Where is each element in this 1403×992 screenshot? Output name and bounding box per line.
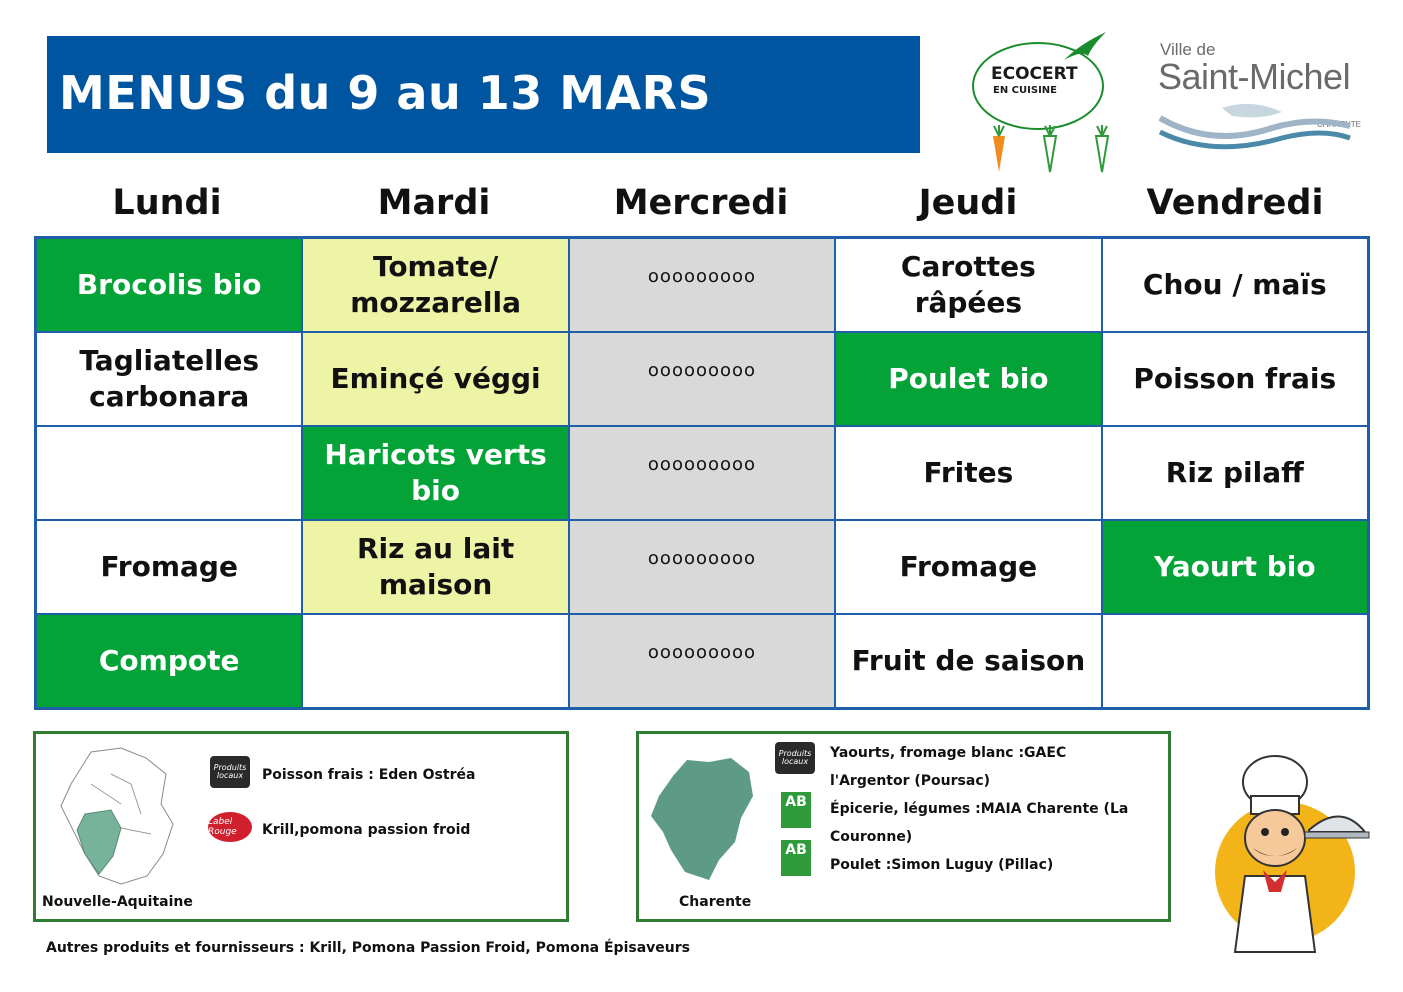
ab-organic-badge: AB (781, 792, 811, 828)
supplier-line: l'Argentor (Poursac) (830, 773, 991, 789)
page-title: MENUS du 9 au 13 MARS (59, 66, 712, 120)
footnote-other-suppliers: Autres produits et fournisseurs : Krill, Pomona Passion Froid, Pomona Épisaveurs (46, 940, 690, 956)
city-region: CHARENTE (1317, 120, 1362, 129)
city-prefix: Ville de (1160, 40, 1216, 59)
chef-illustration (1205, 752, 1375, 957)
map-label-department: Charente (679, 894, 752, 910)
swallow-icon (1062, 26, 1108, 66)
ecocert-logo (962, 22, 1122, 182)
ecocert-sub: EN CUISINE (993, 85, 1057, 96)
department-supplier-list (830, 739, 1128, 879)
river-icon (1152, 98, 1352, 158)
menu-cell: Fromage (835, 520, 1101, 614)
day-header-jeudi: Jeudi (918, 183, 1018, 223)
saint-michel-logo (1152, 38, 1372, 158)
menu-cell: Frites (835, 426, 1101, 520)
menu-grid (34, 236, 1370, 710)
menu-cell: Brocolis bio (36, 238, 302, 332)
charente-map-icon (649, 756, 759, 886)
supplier-box-region (33, 731, 569, 922)
menu-cell: Fruit de saison (835, 614, 1101, 708)
day-header-mercredi: Mercredi (613, 183, 789, 223)
supplier-line: Yaourts, fromage blanc :GAEC (830, 745, 1067, 761)
supplier-box-department (636, 731, 1171, 922)
ecocert-brand: ECOCERT (991, 64, 1078, 84)
carrot-icon (982, 124, 1122, 179)
menu-cell: Carottes râpées (835, 238, 1101, 332)
menu-cell: ooooooooo (569, 332, 835, 426)
menu-cell: ooooooooo (569, 614, 835, 708)
day-header-mardi: Mardi (377, 183, 491, 223)
day-header-vendredi: Vendredi (1146, 183, 1324, 223)
produits-locaux-badge: Produits locaux (775, 742, 815, 774)
supplier-line: Poulet :Simon Luguy (Pillac) (830, 857, 1054, 873)
label-rouge-badge: Label Rouge (208, 812, 252, 842)
menu-cell: Fromage (36, 520, 302, 614)
menu-cell (36, 426, 302, 520)
menu-cell: ooooooooo (569, 238, 835, 332)
menu-cell: ooooooooo (569, 520, 835, 614)
menu-cell: Eminçé véggi (302, 332, 568, 426)
menu-cell: Riz pilaff (1102, 426, 1368, 520)
menu-cell: Poulet bio (835, 332, 1101, 426)
ab-organic-badge: AB (781, 840, 811, 876)
supplier-line: Épicerie, légumes :MAIA Charente (La (830, 801, 1129, 817)
produits-locaux-badge: Produits locaux (210, 756, 250, 788)
menu-cell: ooooooooo (569, 426, 835, 520)
france-map-icon (51, 744, 181, 894)
title-banner (47, 36, 920, 153)
menu-cell: Chou / maïs (1102, 238, 1368, 332)
menu-cell: Haricots verts bio (302, 426, 568, 520)
menu-cell: Tagliatelles carbonara (36, 332, 302, 426)
map-label-region: Nouvelle-Aquitaine (42, 894, 193, 910)
menu-cell (1102, 614, 1368, 708)
day-header-lundi: Lundi (112, 183, 222, 223)
supplier-text: Poisson frais : Eden Ostréa (262, 767, 476, 783)
supplier-line: Couronne) (830, 829, 913, 845)
menu-cell (302, 614, 568, 708)
menu-cell: Poisson frais (1102, 332, 1368, 426)
city-name: Saint-Michel (1158, 56, 1351, 97)
menu-cell: Yaourt bio (1102, 520, 1368, 614)
menu-cell: Compote (36, 614, 302, 708)
menu-cell: Tomate/ mozzarella (302, 238, 568, 332)
supplier-text: Krill,pomona passion froid (262, 822, 471, 838)
menu-cell: Riz au lait maison (302, 520, 568, 614)
